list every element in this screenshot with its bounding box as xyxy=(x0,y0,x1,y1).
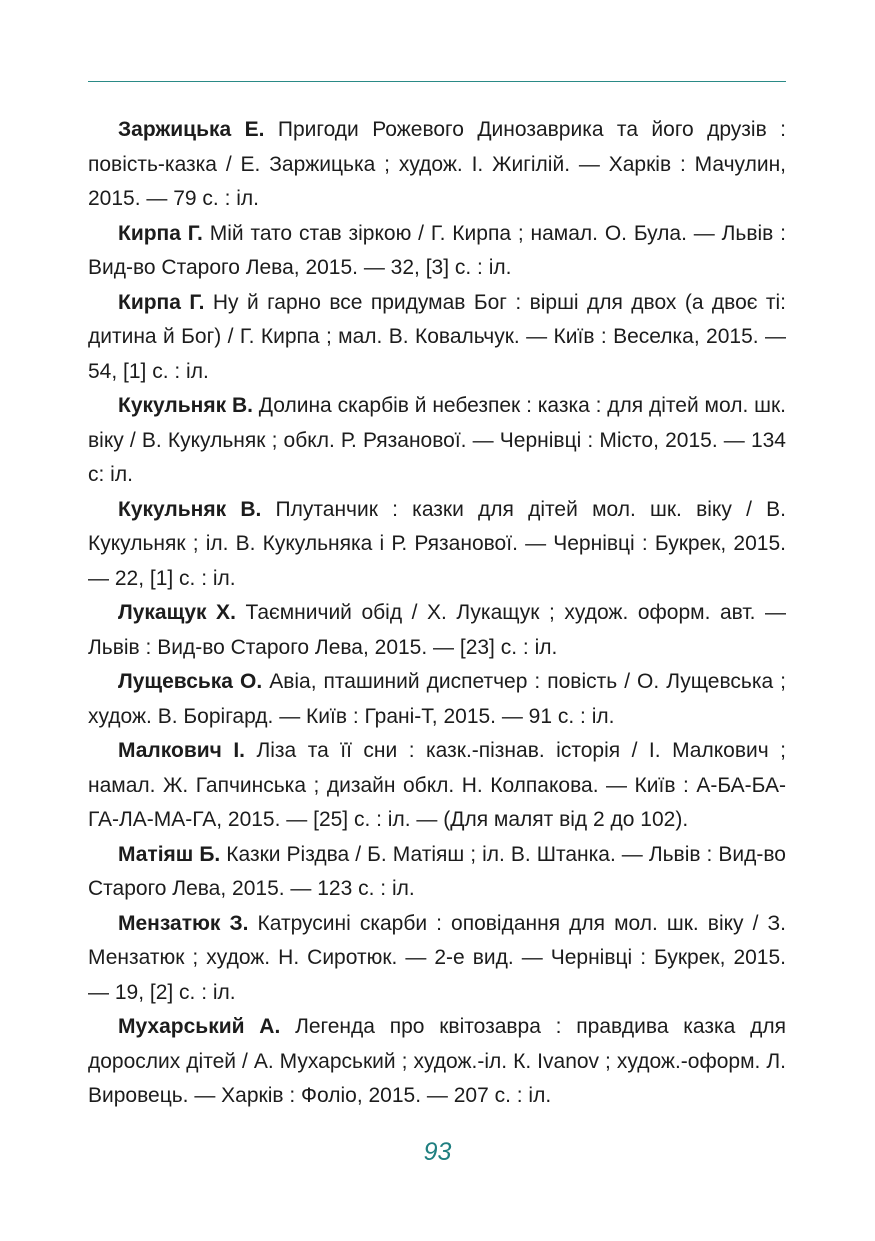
entry-author: Кирпа Г. xyxy=(118,221,203,245)
entry-author: Лущевська О. xyxy=(118,670,263,693)
entry-text: Плутанчик : казки для дітей мол. шк. віку / В. Кукульняк ; іл. В. Кукульняка і Р. Рязанової. — Чернівці : Букрек, 2015. — 22, [1] с. : іл. xyxy=(88,497,786,590)
bibliography-entry xyxy=(88,734,786,838)
entry-author: Мензатюк З. xyxy=(118,911,249,935)
bibliography-entry xyxy=(88,286,786,390)
entry-text: Легенда про квітозавра : правдива казка для дорослих дітей / А. Мухарський ; худож.-іл. К. Ivanov ; худож.-оформ. Л. Вировець. — Харків : Фоліо, 2015. — 207 с. : іл. xyxy=(88,1015,786,1107)
entry-text: Долина скарбів й небезпек : казка : для дітей мол. шк. віку / В. Кукульняк ; обкл. Р. Рязанової. — Чернівці : Місто, 2015. — 134 с: іл. xyxy=(88,394,787,486)
bibliography-entry xyxy=(88,665,786,734)
entry-author: Кукульняк В. xyxy=(118,394,253,417)
bibliography-entry xyxy=(88,838,786,907)
bibliography-entry xyxy=(88,113,786,217)
bibliography-entry xyxy=(88,217,786,286)
bibliography-entry xyxy=(88,596,786,665)
entry-author: Заржицька Е. xyxy=(118,118,265,141)
header-rule xyxy=(88,81,786,82)
entry-text: Пригоди Рожевого Динозаврика та його друзів : повість-казка / Е. Заржицька ; худож. І. Жигілій. — Харків : Мачулин, 2015. — 79 с. : іл. xyxy=(88,118,786,210)
bibliography-entry xyxy=(88,389,786,493)
page-number: 93 xyxy=(423,1138,452,1166)
bibliography-list xyxy=(88,113,786,1114)
bibliography-entry xyxy=(88,493,786,597)
entry-author: Лукащук Х. xyxy=(118,601,236,624)
entry-author: Малкович І. xyxy=(118,739,245,762)
entry-text: Ну й гарно все придумав Бог : вірші для двох (а двоє ті: дитина й Бог) / Г. Кирпа ; мал. В. Ковальчук. — Київ : Веселка, 2015. — 54, [1] с. : іл. xyxy=(88,290,786,383)
entry-text: Авіа, пташиний диспетчер : повість / О. Лущевська ; худож. В. Борігард. — Київ : Грані-Т, 2015. — 91 с. : іл. xyxy=(88,670,786,728)
entry-author: Кирпа Г. xyxy=(118,290,205,314)
bibliography-entry xyxy=(88,907,786,1011)
entry-text: Катрусині скарби : оповідання для мол. шк. віку / З. Мензатюк ; худож. Н. Сиротюк. — 2-е вид. — Чернівці : Букрек, 2015. — 19, [2] с. : іл. xyxy=(88,911,786,1004)
entry-author: Матіяш Б. xyxy=(118,842,221,866)
entry-author: Кукульняк В. xyxy=(118,497,262,521)
entry-text: Ліза та її сни : казк.-пізнав. історія / І. Малкович ; намал. Ж. Гапчинська ; дизайн обкл. Н. Колпакова. — Київ : А-БА-БА-ГА-ЛА-МА-ГА, 2015. — [25] с. : іл. — (Для малят від 2 до 102). xyxy=(88,739,786,831)
entry-text: Таємничий обід / Х. Лукащук ; худож. оформ. авт. — Львів : Вид-во Старого Лева, 2015. — [23] с. : іл. xyxy=(88,601,787,659)
bibliography-entry xyxy=(88,1010,786,1114)
entry-text: Мій тато став зіркою / Г. Кирпа ; намал. О. Була. — Львів : Вид-во Старого Лева, 2015. — 32, [3] с. : іл. xyxy=(88,221,786,279)
entry-text: Казки Різдва / Б. Матіяш ; іл. В. Штанка. — Львів : Вид-во Старого Лева, 2015. — 123 с. : іл. xyxy=(88,842,786,900)
entry-author: Мухарський А. xyxy=(118,1015,281,1038)
